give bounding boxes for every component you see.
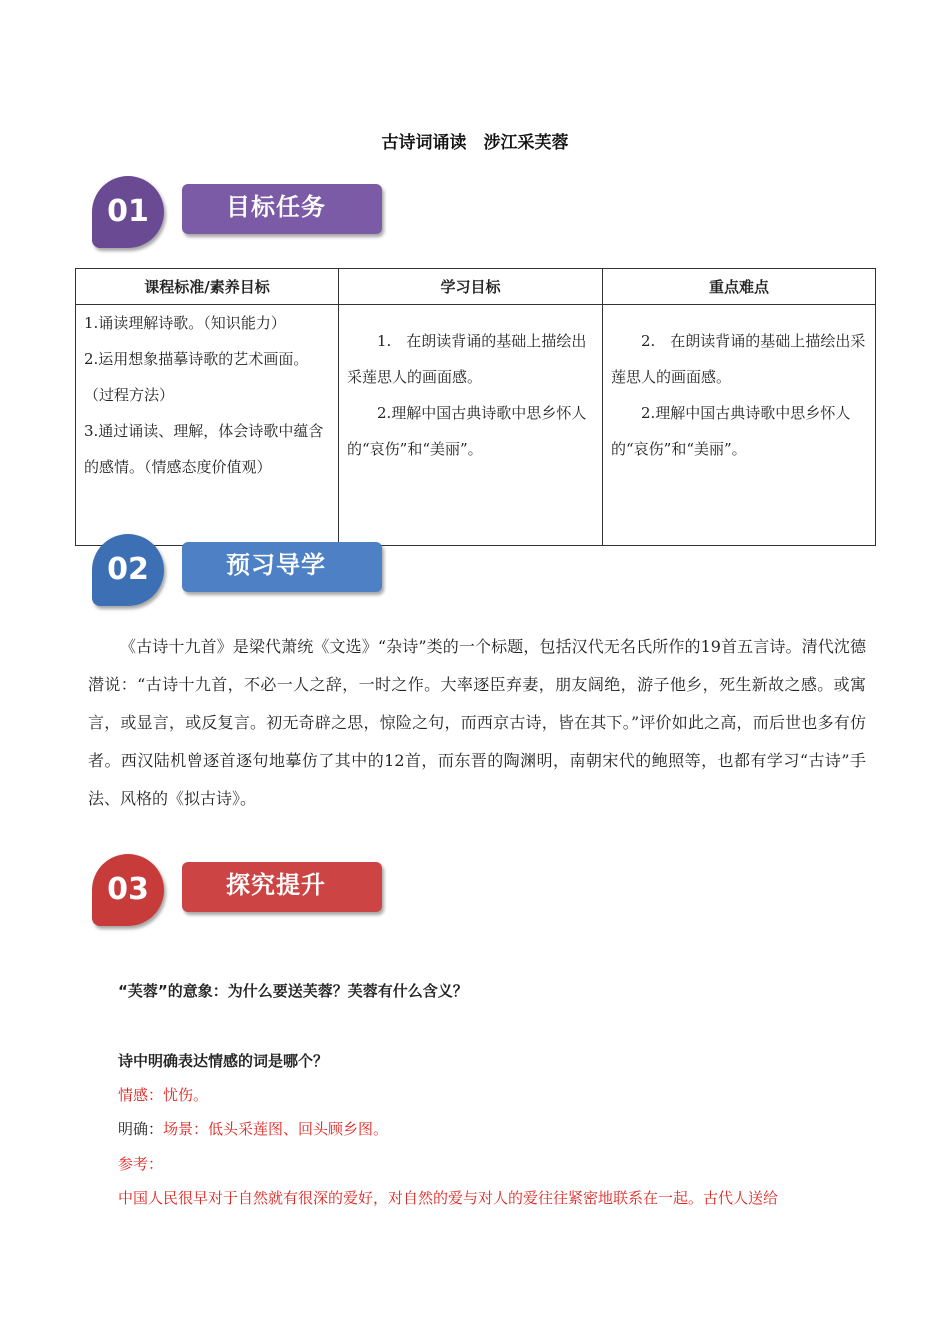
section-number: 02: [92, 534, 164, 606]
table-header: 学习目标: [339, 269, 603, 305]
section-number: 03: [92, 854, 164, 926]
list-item: 3.通过诵读、理解，体会诗歌中蕴含的感情。（情感态度价值观）: [84, 422, 324, 476]
table-cell-keypoints: [603, 305, 876, 546]
list-item: 2.理解中国古典诗歌中思乡怀人的“哀伤”和“美丽”。: [611, 404, 851, 458]
list-item: 1.诵读理解诗歌。（知识能力）: [84, 314, 286, 332]
clear-label: 明确：: [118, 1120, 164, 1138]
goals-table: [75, 268, 876, 546]
question-emotion: 诗中明确表达情感的词是哪个？: [118, 1052, 329, 1070]
clear-value: 场景：低头采莲图、回头顾乡图。: [163, 1120, 389, 1138]
list-item: 2.运用想象描摹诗歌的艺术画面。（过程方法）: [84, 350, 309, 404]
section-label: 目标任务: [182, 184, 382, 234]
section-number: 01: [92, 176, 164, 248]
table-header: 课程标准/素养目标: [76, 269, 339, 305]
list-item: 2. 在朗读背诵的基础上描绘出采莲思人的画面感。: [611, 332, 866, 386]
table-cell-objectives: [339, 305, 603, 546]
answer-clear: [118, 1118, 388, 1139]
table-header: 重点难点: [603, 269, 876, 305]
section-header-explore: [92, 854, 392, 926]
list-item: 2.理解中国古典诗歌中思乡怀人的“哀伤”和“美丽”。: [347, 404, 587, 458]
reference-text: 中国人民很早对于自然就有很深的爱好，对自然的爱与对人的爱往往紧密地联系在一起。古代人送给: [118, 1189, 779, 1207]
table-cell-standards: [76, 305, 339, 546]
list-item: 1. 在朗读背诵的基础上描绘出采莲思人的画面感。: [347, 332, 587, 386]
section-header-goals: [92, 176, 392, 248]
answer-emotion: 情感：忧伤。: [118, 1086, 209, 1104]
reference-label: 参考：: [118, 1155, 164, 1173]
section-header-preview: [92, 534, 392, 606]
section-label: 探究提升: [182, 862, 382, 912]
preview-paragraph: 《古诗十九首》是梁代萧统《文选》“杂诗”类的一个标题，包括汉代无名氏所作的19首五言诗。清代沈德潜说：“古诗十九首，不必一人之辞，一时之作。大率逐臣弃妻，朋友阔绝，游子他乡，死生新故之感。或寓言，或显言，或反复言。初无奇辟之思，惊险之句，而西京古诗，皆在其下。”评价如此之高，而后世也多有仿者。西汉陆机曾逐首逐句地摹仿了其中的12首，而东晋的陶渊明，南朝宋代的鲍照等，也都有学习“古诗”手法、风格的《拟古诗》。: [88, 637, 866, 808]
page-title: 古诗词诵读 涉江采芙蓉: [381, 133, 569, 153]
section-label: 预习导学: [182, 542, 382, 592]
question-furong: “芙蓉”的意象：为什么要送芙蓉？芙蓉有什么含义？: [118, 982, 468, 1000]
